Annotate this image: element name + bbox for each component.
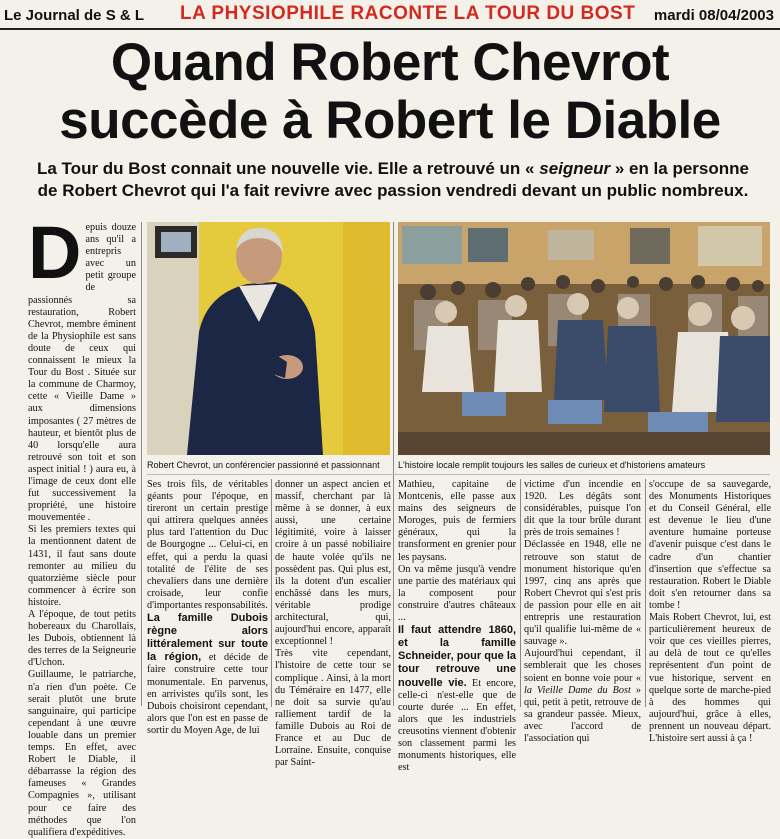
- article-column-2: [147, 479, 268, 736]
- photo-caption: L'histoire locale remplit toujours les salles de curieux et d'historiens amateurs: [398, 460, 706, 470]
- paragraph-text: » qui, petit à petit, retrouve de sa grandeur passée. Mieux, avec l'accord de l'association qui: [524, 684, 641, 744]
- column-divider: [645, 479, 646, 707]
- paragraph: Ses trois fils, de véritables géants pour l'époque, en tireront un certain prestige qui attirera quelques années plus tard l'attention du Duc de Bourgogne ... Celui-ci, en effet, qui a perdu la quasi totalité de l'élite de ses chevaliers dans une dernière croisade, leur confie d'importantes responsabilités.: [147, 479, 268, 611]
- column-divider: [271, 479, 272, 707]
- header-rule: [0, 28, 780, 30]
- paragraph: Et encore, celle-ci n'est-elle que de courte durée ... En effet, alors que les industriels creusotins viennent d'obtenir son classement parmi les monuments historiques, elle est: [398, 677, 517, 774]
- paragraph-text: Aujourd'hui cependant, il semblerait que les choses soient en bonne voie pour «: [524, 648, 641, 684]
- emphasis-text: la Vieille Dame du Bost: [524, 684, 631, 696]
- paragraph: victime d'un incendie en 1920. Les dégâts sont considérables, puisque l'on dit que la tour brûle durant près de trois semaines !: [524, 479, 641, 539]
- publication-name: Le Journal de S & L: [4, 7, 145, 24]
- caption-rule: [147, 474, 770, 475]
- standfirst-part-2: » en la personne de Robert Chevrot qui l'a fait revivre avec passion vendredi devant un public nombreux.: [37, 159, 749, 200]
- drop-cap: D: [28, 211, 82, 294]
- subheading: La famille Dubois règne alors littéralement sur toute la région,: [147, 612, 268, 664]
- paragraph: Si les premiers textes qui la mentionnent datent de 1431, il faut sans doute remonter au milieu du quatorzième siècle pour commencer à écrire son histoire.: [28, 524, 136, 608]
- column-divider: [141, 222, 142, 706]
- paragraph: Déclassée en 1948, elle ne retrouve son statut de monument historique qu'en 1997, cinq ans après que Robert Chevrot qui s'est pris de passion pour elle en ait entrepris une restauration qu'il qualifie lui-même de « sauvage ».: [524, 539, 641, 648]
- paragraph: Mathieu, capitaine de Montcenis, elle passe aux mains des seigneurs de Moroges, puis de fermiers généraux, qui la transforment en grenier pour les paysans.: [398, 479, 516, 563]
- standfirst: [28, 158, 758, 202]
- paragraph: Très vite cependant, l'histoire de cette tour se complique . Ainsi, à la mort du Téméraire en 1477, elle ne doit sa survie qu'au ralliement tardif de la famille Dubois au Roi de France et au Duc de Lorraine. Ensuite, conquise par Saint-: [275, 648, 391, 769]
- article-column-3: [275, 479, 391, 769]
- page-header: [0, 0, 780, 30]
- column-divider: [520, 479, 521, 707]
- paragraph: Guillaume, le patriarche, n'a rien d'un poète. Ce serait plutôt une brute sanguinaire, qui participe cependant à une œuvre louable dans un premier temps. En effet, avec Robert le Diable, il débarrasse la région des fameuses « Grandes Compagnies », utilisant pour ce faire des méthodes que l'on qualifiera d'expéditives.: [28, 669, 136, 838]
- photo-caption: Robert Chevrot, un conférencier passionné et passionnant: [147, 460, 380, 470]
- paragraph: Mais Robert Chevrot, lui, est particulièrement heureux de voir que ces vieilles pierres, au delà de tout ce qu'elles représentent d'un point de vue historique, servent en quelque sorte de marche-pied à des hommes qui aujourd'hui, grâce à elles, prennent un nouveau départ. L'histoire sert aussi à ça !: [649, 612, 771, 744]
- article-column-5: [524, 479, 641, 744]
- article-column-1: [28, 211, 136, 838]
- paragraph: et décide de faire construire cette tour monumentale. En parvenus, en arrivistes qu'ils sont, les Dubois choisiront cependant, alors que l'on est en passe de sortir du Moyen Age, de lui: [147, 652, 268, 736]
- article-column-6: [649, 479, 771, 744]
- audience-photo: [398, 222, 770, 455]
- standfirst-emphasis: seigneur: [539, 159, 611, 178]
- headline-line-2: succède à Robert le Diable: [59, 91, 721, 150]
- column-divider: [393, 222, 394, 706]
- paragraph: A l'époque, de tout petits hobereaux du Charollais, les Dubois, obtiennent là des terres de la Seigneurie d'Uchon.: [28, 609, 136, 669]
- headline-line-1: Quand Robert Chevrot: [110, 33, 670, 92]
- paragraph: [524, 648, 641, 745]
- paragraph: s'occupe de sa sauvegarde, des Monuments Historiques et du Conseil Général, elle est devenue le lieu d'une aventure humaine porteuse d'avenir puisque c'est dans le cadre d'un chantier d'insertion que s'effectue sa restauration. Robert le Diable doit s'en retourner dans sa tombe !: [649, 479, 771, 611]
- subheading: Il faut attendre 1860, et la famille Schneider, pour que la tour retrouve une nouvelle vie.: [398, 624, 516, 689]
- paragraph: donner un aspect ancien et massif, cherchant par là même à se donner, à eux aussi, une certaine légitimité, voire à laisser croire à un passé nobiliaire de haute volée qu'ils ne possèdent pas. Qui plus est, ils la dotent d'un escalier enchâssé dans les murs, véritable prodige architectural, qui, aujourd'hui encore, apparaît exceptionnel !: [275, 479, 391, 648]
- paragraph: epuis douze ans qu'il a entrepris avec un petit groupe de passionnés sa restauration, Robert Chevrot, membre éminent de la Physiophile est sans doute de ceux qui connaissent le mieux la Tour du Bost . Située sur la commune de Charmoy, cette « Vieille Dame » aux dimensions imposantes ( 27 mètres de hauteur, et bientôt plus de 40 lorsqu'elle aura retrouvé son toit et son aspect initial ! ) aura eu, à l'image de ceux dont elle fut successivement la propriété, une histoire mouvementée .: [28, 222, 136, 524]
- speaker-photo: [147, 222, 390, 455]
- paragraph: On va même jusqu'à vendre une partie des matériaux qui la composent pour construire d'autres châteaux ...: [398, 563, 516, 624]
- issue-date: mardi 08/04/2003: [653, 7, 774, 24]
- headline: [0, 34, 780, 150]
- standfirst-part-1: La Tour du Bost connait une nouvelle vie. Elle a retrouvé un «: [37, 159, 540, 178]
- article-column-4: [398, 479, 517, 774]
- rubric-title: LA PHYSIOPHILE RACONTE LA TOUR DU BOST: [180, 3, 636, 24]
